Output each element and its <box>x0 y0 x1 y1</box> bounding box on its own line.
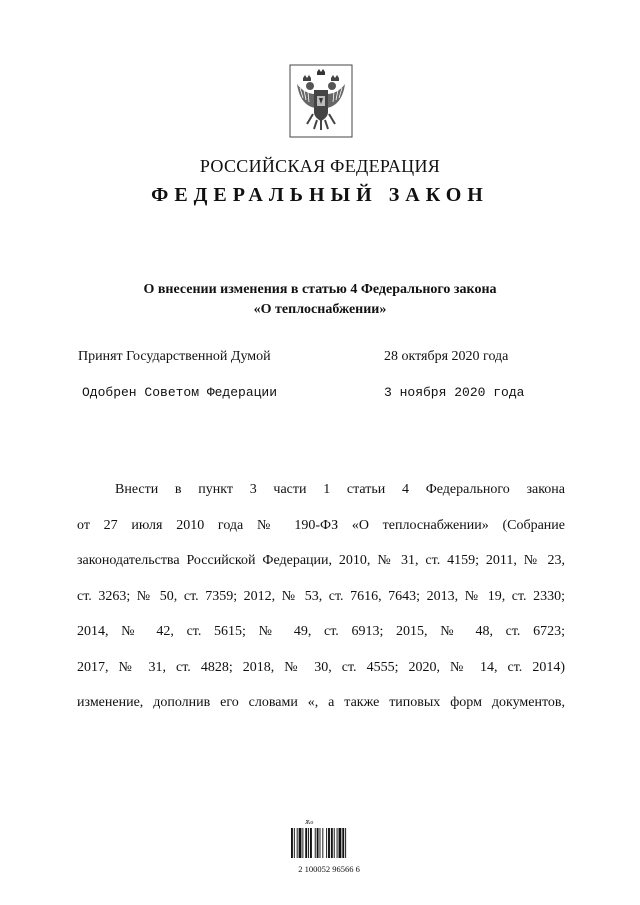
duma-adoption-date: 28 октября 2020 года <box>384 349 509 364</box>
document-type: ФЕДЕРАЛЬНЫЙ ЗАКОН <box>151 184 489 206</box>
body-line: Внести в пункт 3 части 1 статьи 4 Федерального закона <box>115 482 565 497</box>
barcode <box>291 818 367 874</box>
body-line: законодательства Российской Федерации, 2010, № 31, ст. 4159; 2011, № 23, <box>77 553 565 568</box>
duma-adoption-label: Принят Государственной Думой <box>78 349 271 364</box>
body-line: от 27 июля 2010 года № 190-ФЗ «О теплоснабжении» (Собрание <box>77 517 565 533</box>
russian-coat-of-arms-icon <box>289 64 353 138</box>
barcode-number: 2 100052 96566 6 <box>298 864 360 874</box>
barcode-mark: Ѫо <box>305 820 314 826</box>
body-line: 2017, № 31, ст. 4828; 2018, № 30, ст. 4555; 2020, № 14, ст. 2014) <box>77 659 565 675</box>
council-approval-date: 3 ноября 2020 года <box>384 385 525 400</box>
country-name: РОССИЙСКАЯ ФЕДЕРАЦИЯ <box>199 156 441 176</box>
body-line: ст. 3263; № 50, ст. 7359; 2012, № 53, ст. 7616, 7643; 2013, № 19, ст. 2330; <box>77 588 565 604</box>
law-title <box>60 280 580 320</box>
body-line: 2014, № 42, ст. 5615; № 49, ст. 6913; 2015, № 48, ст. 6723; <box>77 624 565 639</box>
law-title-line-2: «О теплоснабжении» <box>253 302 387 317</box>
law-body-paragraph <box>77 472 565 721</box>
council-approval-label: Одобрен Советом Федерации <box>82 385 278 400</box>
body-line: изменение, дополнив его словами «, а также типовых форм документов, <box>77 695 565 710</box>
law-title-line-1: О внесении изменения в статью 4 Федерального закона <box>143 282 497 297</box>
barcode-bars-icon <box>291 828 367 858</box>
